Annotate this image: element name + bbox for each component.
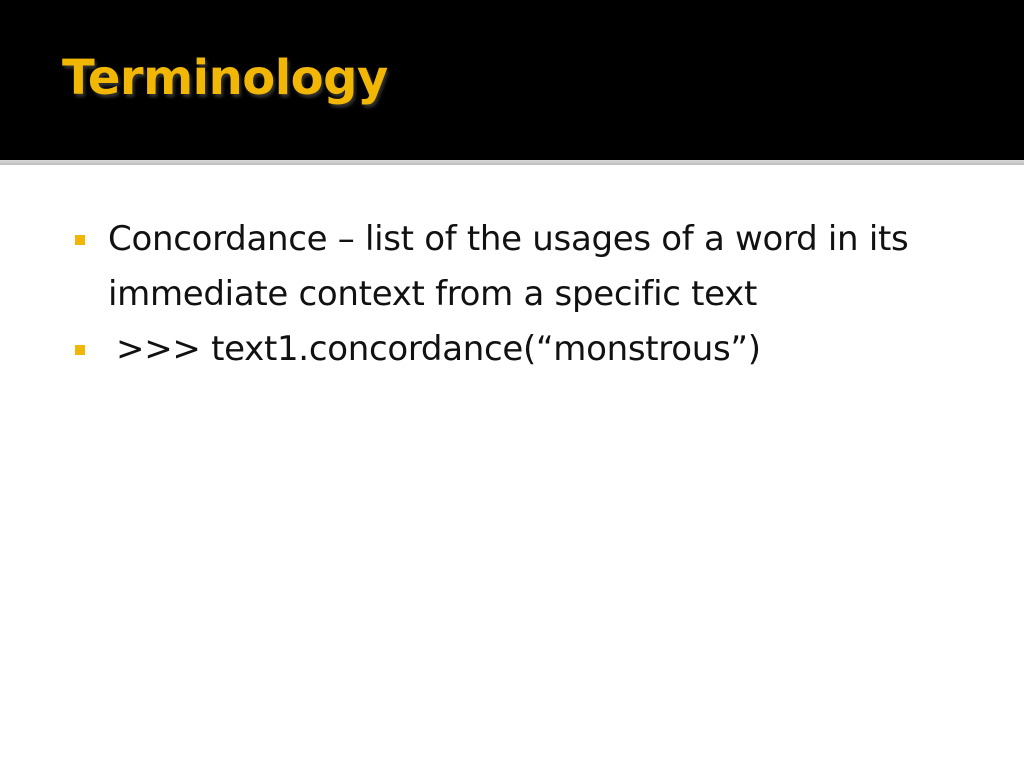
bullet-text: >>> text1.concordance(“monstrous”) (116, 329, 761, 369)
slide-title: Terminology (62, 50, 388, 106)
square-bullet-icon (75, 345, 85, 355)
bullet-text: Concordance – list of the usages of a word in its immediate context from a specific text (108, 219, 909, 314)
bullet-item-concordance-definition (0, 212, 1024, 322)
title-band (0, 0, 1024, 160)
bullet-list (0, 212, 1024, 377)
bullet-item-code-example (0, 322, 1024, 377)
title-divider (0, 160, 1024, 165)
square-bullet-icon (75, 235, 85, 245)
